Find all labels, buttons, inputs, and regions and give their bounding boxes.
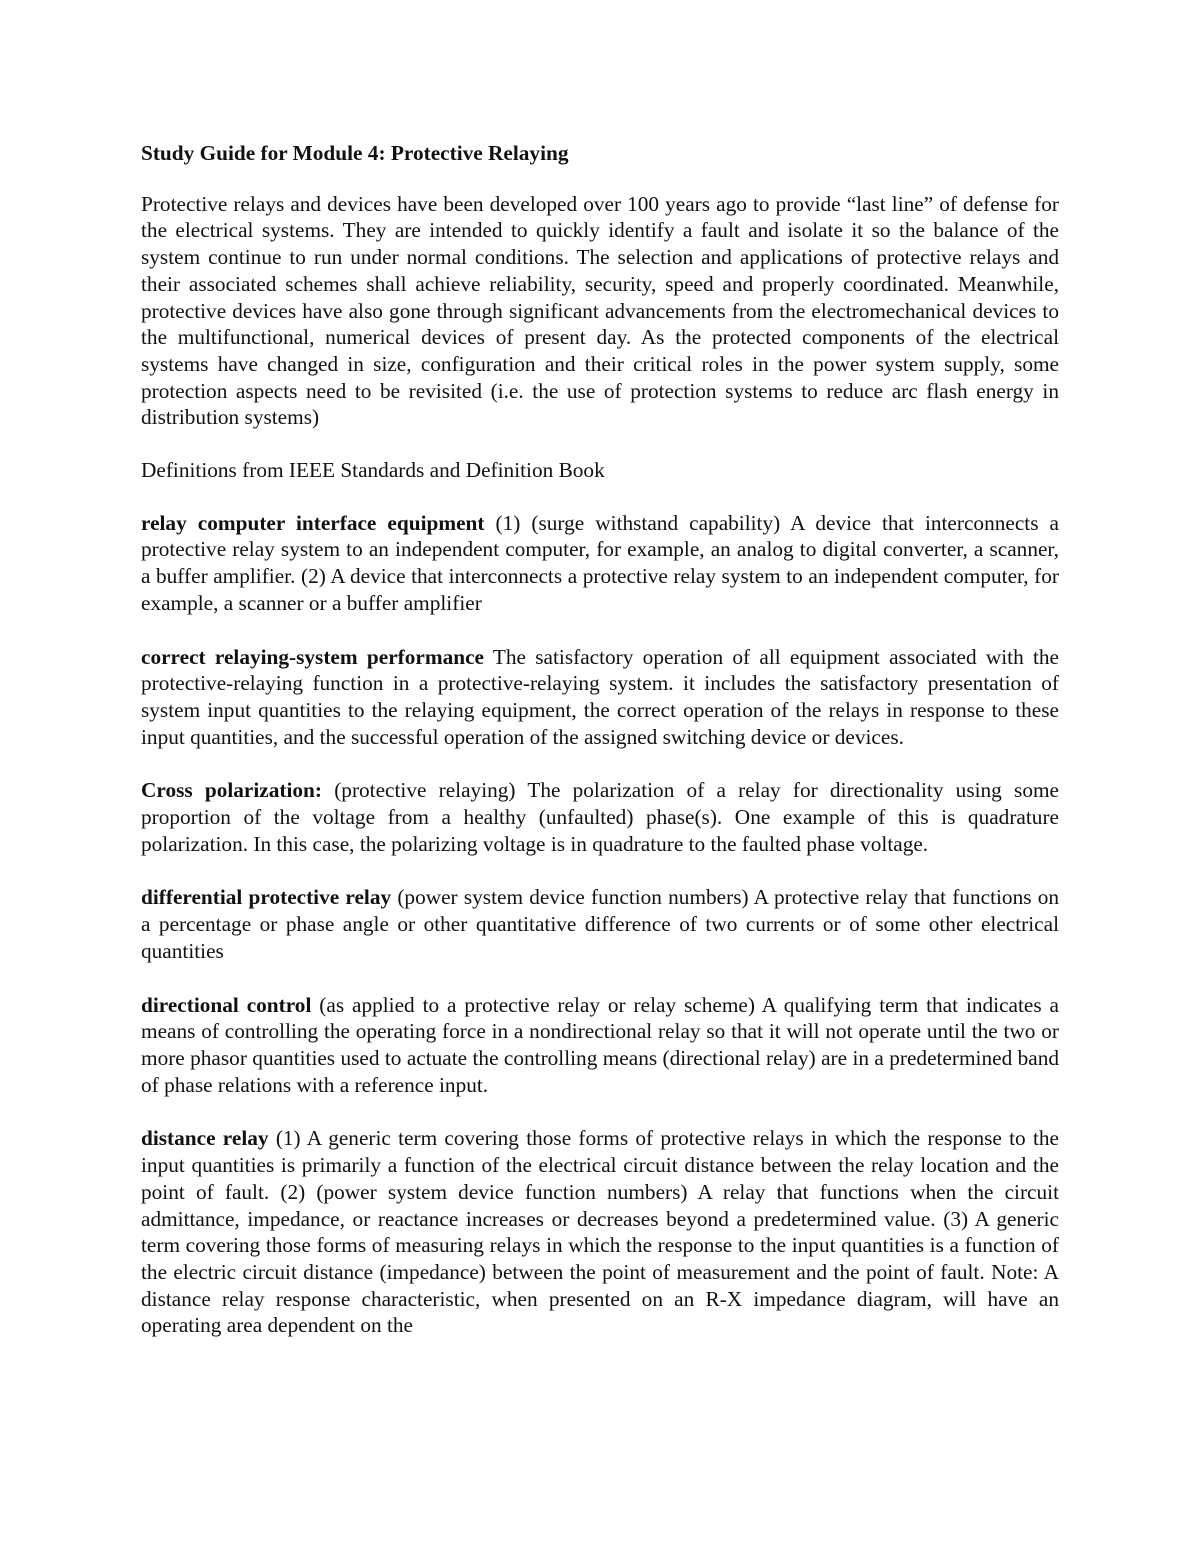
definition-entry — [141, 992, 1059, 1099]
definition-entry — [141, 510, 1059, 617]
definition-text: (power system device function numbers) A protective relay that functions on a percentage or phase angle or other quantitative difference of two currents or of some other electrical quantities — [141, 885, 1060, 963]
definition-term: correct relaying-system performance — [141, 644, 484, 669]
document-page — [141, 140, 1059, 1366]
definition-entry — [141, 884, 1059, 964]
definition-text: (1) A generic term covering those forms of protective relays in which the response to the input quantities is primarily a function of the electrical circuit distance between the relay location and the point of fault. (2) (power system device function numbers) A relay that functions when the circuit admittance, impedance, or reactance increases or decreases beyond a predetermined value. (3) A generic term covering those forms of measuring relays in which the response to the input quantities is a function of the electric circuit distance (impedance) between the point of measurement and the point of fault. Note: A distance relay response characteristic, when presented on an R-X impedance diagram, will have an operating area dependent on the — [141, 1126, 1059, 1338]
definition-text: (protective relaying) The polarization of a relay for directionality using some proportion of the voltage from a healthy (unfaulted) phase(s). One example of this is quadrature polarization. In this case, the polarizing voltage is in quadrature to the faulted phase voltage. — [141, 778, 1059, 856]
definitions-heading: Definitions from IEEE Standards and Definition Book — [141, 458, 605, 483]
definition-entry — [141, 644, 1059, 751]
definition-text: (as applied to a protective relay or relay scheme) A qualifying term that indicates a means of controlling the operating force in a nondirectional relay so that it will not operate until the two or more phasor quantities used to actuate the controlling means (directional relay) are in a predetermined band of phase relations with a reference input. — [141, 992, 1059, 1097]
definition-term: directional control — [141, 992, 312, 1017]
document-title: Study Guide for Module 4: Protective Relaying — [141, 141, 569, 165]
definition-term: distance relay — [141, 1126, 269, 1151]
definition-text: (1) (surge withstand capability) A device that interconnects a protective relay system to an independent computer, for example, an analog to digital converter, a scanner, a buffer amplifier. (2) A device that interconnects a protective relay system to an independent computer, for example, a scanner or a buffer amplifier — [141, 510, 1059, 615]
definition-term: differential protective relay — [141, 885, 392, 910]
definition-text: The satisfactory operation of all equipment associated with the protective-relaying function in a protective-relaying system. it includes the satisfactory presentation of system input quantities to the relaying equipment, the correct operation of the relays in response to these input quantities, and the successful operation of the assigned switching device or devices. — [141, 644, 1060, 749]
definition-term: relay computer interface equipment — [141, 510, 485, 535]
definition-term: Cross polarization: — [141, 778, 322, 803]
definition-entry — [141, 777, 1059, 857]
definition-entry — [141, 1125, 1059, 1339]
intro-paragraph: Protective relays and devices have been developed over 100 years ago to provide “last line” of defense for the electrical systems. They are intended to quickly identify a fault and isolate it so the balance of the system continue to run under normal conditions. The selection and applications of protective relays and their associated schemes shall achieve reliability, security, speed and properly coordinated. Meanwhile, protective devices have also gone through significant advancements from the electromechanical devices to the multifunctional, numerical devices of present day. As the protected components of the electrical systems have changed in size, configuration and their critical roles in the power system supply, some protection aspects need to be revisited (i.e. the use of protection systems to reduce arc flash energy in distribution systems) — [141, 191, 1059, 430]
